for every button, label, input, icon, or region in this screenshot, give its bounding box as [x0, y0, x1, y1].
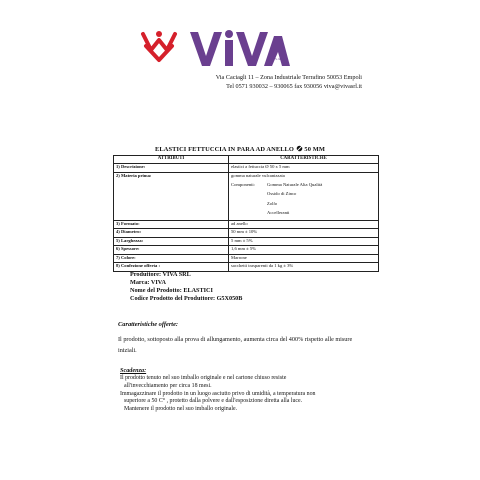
diameter-icon	[296, 145, 303, 152]
expiry-title: Scadenza:	[120, 367, 147, 374]
row-value: 50 mm ± 10%	[229, 229, 379, 238]
header-characteristics: CARATTERISTICHE	[229, 156, 379, 164]
characteristics-title: Caratteristiche offerte:	[118, 321, 179, 328]
table-row	[114, 254, 379, 263]
viva-mark-icon	[143, 31, 175, 60]
material-main: gomma naturale vulcanizzata	[231, 172, 285, 178]
producer-line: Produttore: VIVA SRL	[130, 271, 191, 278]
row-value: 5 mm ± 5%	[229, 237, 379, 246]
expiry-line: Immagazzinare il prodotto in un luogo asciutto privo di umidità, a temperatura non	[120, 390, 316, 397]
table-row	[114, 237, 379, 246]
row-value: 1,6 mm ± 5%	[229, 246, 379, 255]
product-code-line: Codice Prodotto del Produttore: G5X050B	[130, 295, 243, 303]
table-row	[114, 246, 379, 255]
row-value: Marrone	[229, 254, 379, 263]
expiry-line: Il prodotto tenuto nel suo imballo originale e nel cartone chiuso resiste	[120, 375, 287, 381]
table-row	[114, 172, 379, 220]
title-text: ELASTICI FETTUCCIA IN PARA AD ANELLO	[155, 146, 294, 153]
table-row	[114, 229, 379, 238]
component-item: Accelleranti	[267, 210, 290, 215]
spec-table	[113, 155, 379, 272]
product-name-line: Nome del Prodotto: ELASTICI	[130, 287, 213, 295]
company-suffix: S.R.L.	[275, 57, 286, 61]
expiry-line: Mantenere il prodotto nel suo imballo originale.	[124, 406, 238, 413]
row-attr: 1) Descrizione:	[114, 164, 229, 173]
row-attr: 5) Larghezza:	[114, 237, 229, 246]
components-label: Componenti:	[231, 181, 255, 187]
title-size: 50 MM	[304, 146, 325, 153]
row-attr: 8) Confezione offerta :	[114, 263, 229, 272]
document-title	[0, 145, 480, 153]
viva-logo	[140, 26, 290, 70]
table-row	[114, 263, 379, 272]
component-item: Zolfo	[267, 200, 278, 206]
characteristics-text: Il prodotto, sottoposto alla prova di allungamento, aumenta circa del 400% rispetto alle misure iniziali.	[118, 336, 353, 354]
product-info	[130, 271, 242, 303]
row-attr: 6) Spessore:	[114, 246, 229, 255]
row-value: sacchetti trasparenti da 1 kg ± 3%	[229, 263, 379, 272]
row-attr: 7) Colore:	[114, 254, 229, 263]
component-item: Gomma Naturale Alta Qualità	[267, 181, 323, 187]
company-address	[216, 74, 362, 91]
row-value: elastici a fettuccia Ø 50 x 5 mm	[229, 164, 379, 173]
expiry-line: superiore a 50 C° , protetto dalla polvere e dall'esposizione diretta alla luce.	[124, 398, 303, 405]
row-attr: 4) Diametro:	[114, 229, 229, 238]
address-line: Via Caciagli 11 – Zona Industriale Terrafino 50053 Empoli	[215, 74, 362, 81]
components-list	[267, 182, 322, 220]
header-attributes: ATTRIBUTI	[114, 156, 229, 164]
row-attr: 2) Materia prima:	[114, 172, 229, 220]
component-item: Ossido di Zinco	[267, 191, 297, 196]
contact-line: Tel 0571 930032 – 930065 fax 930056 viva@vivasrl.it	[226, 82, 362, 90]
components-block	[231, 182, 376, 220]
expiry-text	[120, 375, 315, 414]
table-row	[114, 164, 379, 173]
brand-line: Marca: VIVA	[130, 279, 166, 287]
expiry-line: all'invecchiamento per circa 18 mesi.	[124, 382, 212, 389]
row-attr: 3) Formato:	[114, 220, 229, 229]
table-row	[114, 220, 379, 229]
row-value-materials	[229, 172, 379, 220]
row-value: ad anello	[229, 220, 379, 229]
